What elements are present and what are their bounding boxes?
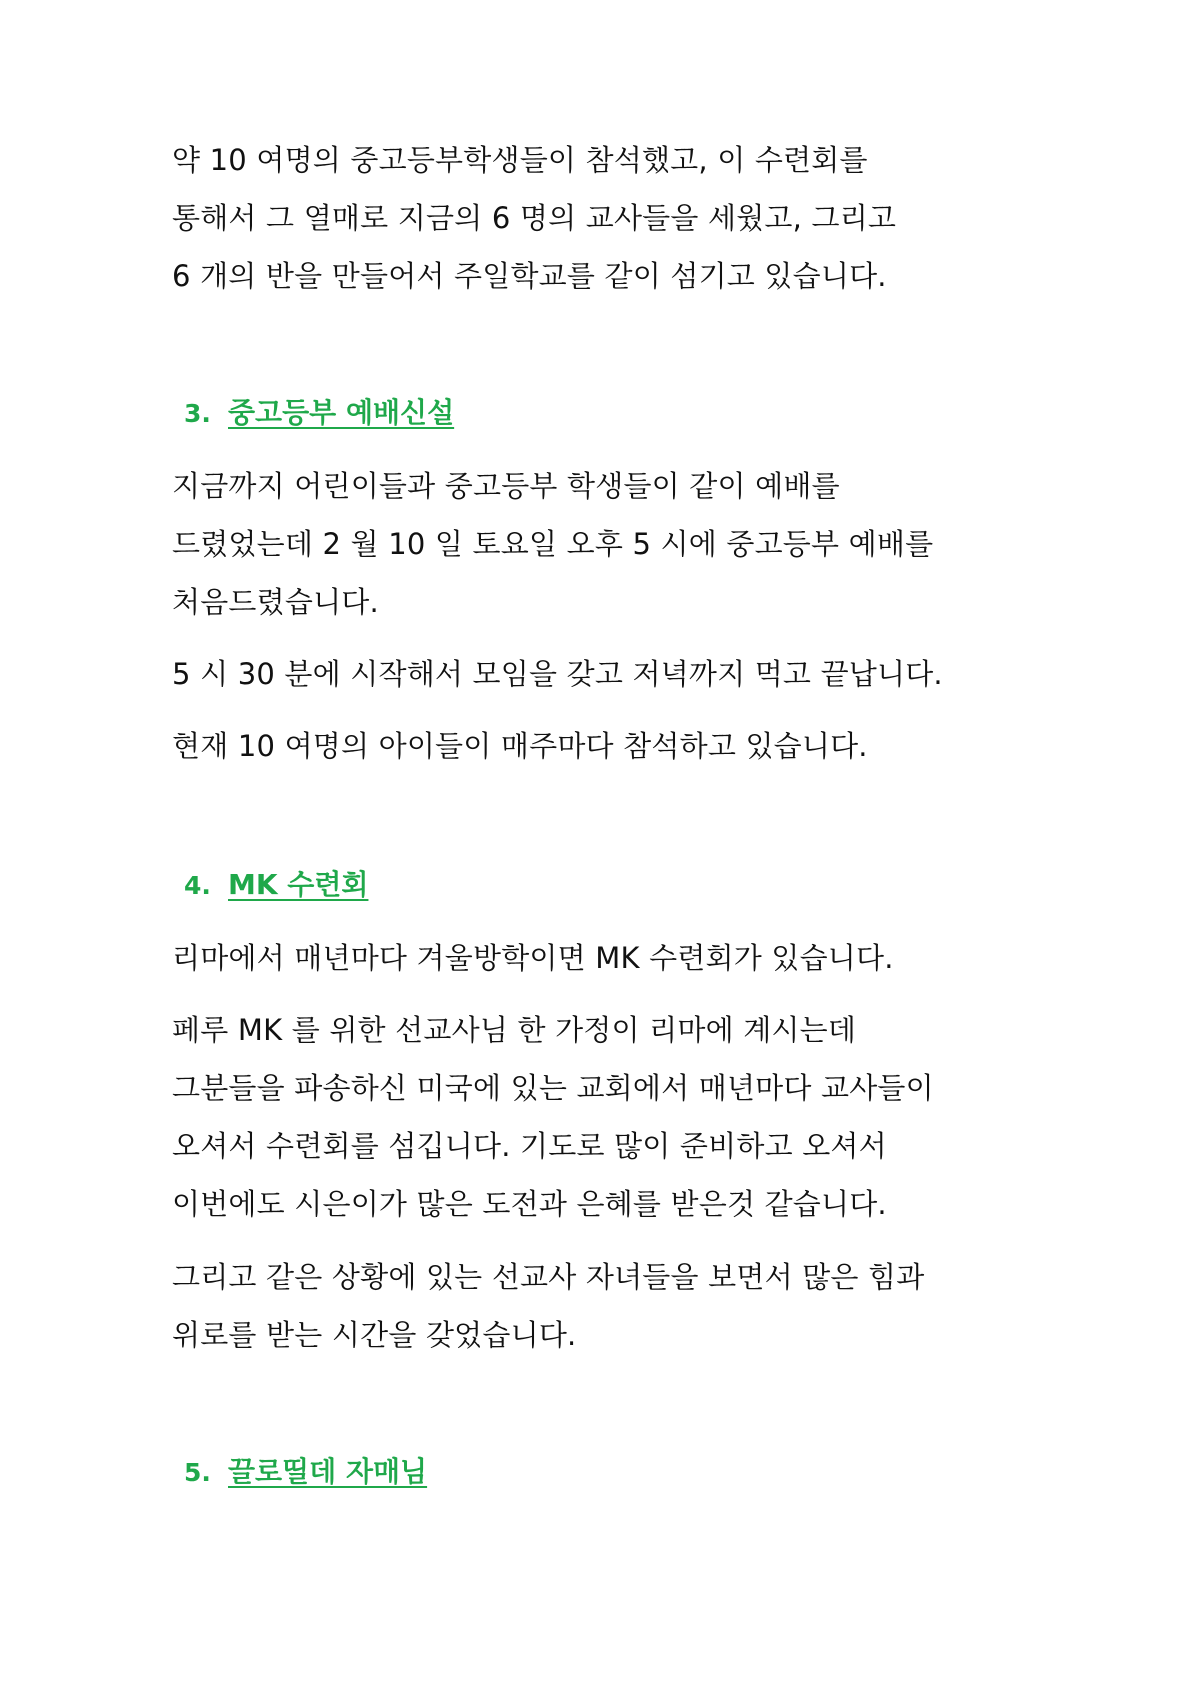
- section-heading-3: [184, 393, 454, 434]
- section-4-line-7: 위로를 받는 시간을 갖었습니다.: [172, 1318, 577, 1352]
- section-4-line-4: 오셔서 수련회를 섬깁니다. 기도로 많이 준비하고 오셔서: [172, 1129, 887, 1163]
- section-heading-4: [184, 865, 368, 906]
- section-4-line-3: 그분들을 파송하신 미국에 있는 교회에서 매년마다 교사들이: [172, 1071, 934, 1105]
- intro-line-3: 6 개의 반을 만들어서 주일학교를 같이 섬기고 있습니다.: [172, 259, 887, 293]
- section-3-line-5: 현재 10 여명의 아이들이 매주마다 참석하고 있습니다.: [172, 729, 868, 763]
- section-3-line-2: 드렸었는데 2 월 10 일 토요일 오후 5 시에 중고등부 예배를: [172, 527, 934, 561]
- section-title: MK 수련회: [228, 868, 369, 901]
- section-number: 4.: [184, 871, 211, 900]
- section-4-line-6: 그리고 같은 상황에 있는 선교사 자녀들을 보면서 많은 힘과: [172, 1260, 925, 1294]
- intro-line-1: 약 10 여명의 중고등부학생들이 참석했고, 이 수련회를: [172, 143, 868, 177]
- section-4-line-1: 리마에서 매년마다 겨울방학이면 MK 수련회가 있습니다.: [172, 941, 894, 975]
- section-title: 끌로띨데 자매님: [228, 1455, 428, 1488]
- section-title: 중고등부 예배신설: [228, 396, 455, 429]
- section-3-line-4: 5 시 30 분에 시작해서 모임을 갖고 저녁까지 먹고 끝납니다.: [172, 657, 943, 691]
- section-heading-5: [184, 1452, 427, 1493]
- intro-line-2: 통해서 그 열매로 지금의 6 명의 교사들을 세웠고, 그리고: [172, 201, 897, 235]
- section-number: 5.: [184, 1458, 211, 1487]
- section-3-line-1: 지금까지 어린이들과 중고등부 학생들이 같이 예배를: [172, 469, 840, 503]
- section-3-line-3: 처음드렸습니다.: [172, 585, 379, 619]
- section-4-line-5: 이번에도 시은이가 많은 도전과 은혜를 받은것 같습니다.: [172, 1187, 887, 1221]
- section-4-line-2: 페루 MK 를 위한 선교사님 한 가정이 리마에 계시는데: [172, 1013, 857, 1047]
- section-number: 3.: [184, 399, 211, 428]
